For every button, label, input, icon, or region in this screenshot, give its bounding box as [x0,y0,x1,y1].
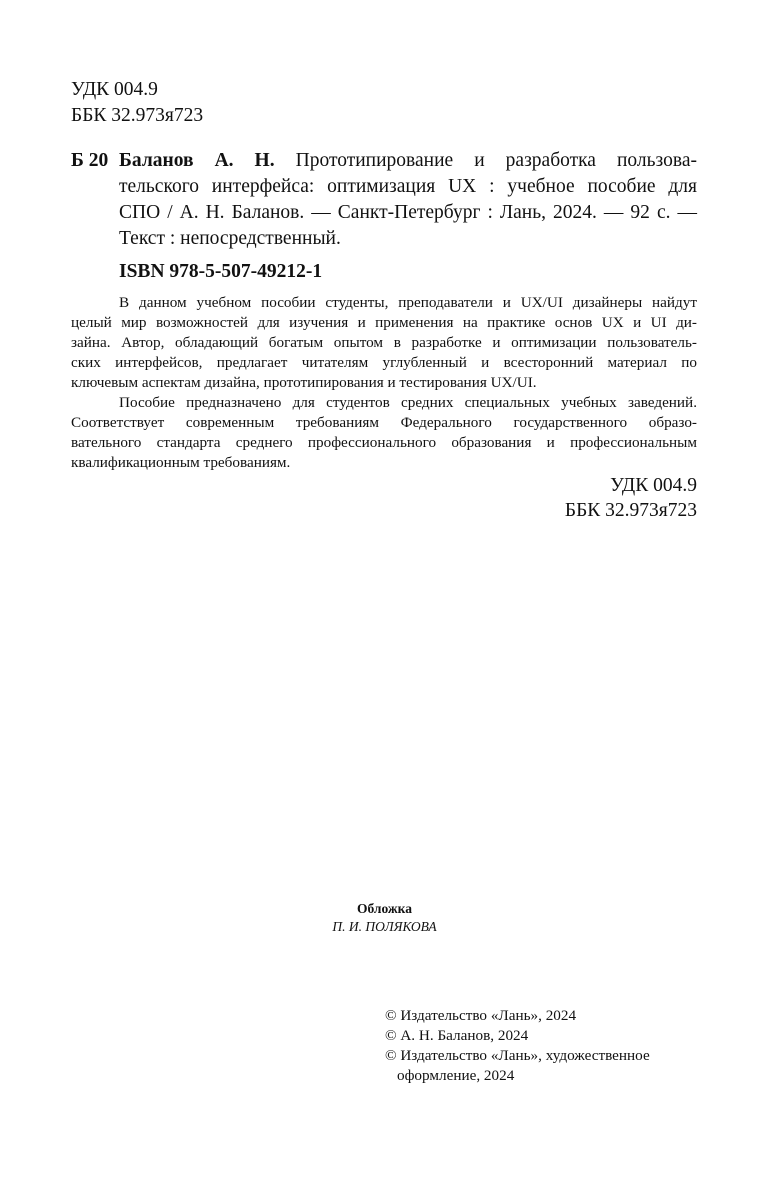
abstract-p1-line-4: ских интерфейсов, предлагает читателям углубленный и всесторонний материал по [71,354,697,371]
abstract-p2-line-2: Соответствует современным требованиям Федерального государственного образо- [71,414,697,431]
entry-line-2: тельского интерфейса: оптимизация UX : учебное пособие для [119,176,697,197]
entry-line-1 [119,148,697,174]
cover-artist: П. И. ПОЛЯКОВА [332,919,437,934]
udk-bottom: УДК 004.9 [610,475,697,496]
cutter-code: Б 20 [71,150,109,171]
abstract-p1-line-3: зайна. Автор, обладающий богатым опытом в разработке и оптимизации пользователь- [71,334,697,351]
copyright-line-2: © А. Н. Баланов, 2024 [385,1027,529,1044]
cover-label: Обложка [356,901,412,916]
abstract-p2-line-4: квалификационным требованиям. [71,454,291,471]
entry-author: Баланов А. Н. [119,150,275,171]
copyright-line-3: © Издательство «Лань», художественное [385,1047,650,1064]
abstract-p2-line-3: вательного стандарта среднего профессионального образования и профессиональным [71,434,697,451]
abstract-p1-line-1: В данном учебном пособии студенты, преподаватели и UX/UI дизайнеры найдут [119,294,697,311]
entry-title-start: Прототипирование и разработка пользова- [295,150,697,171]
copyright-line-4: оформление, 2024 [397,1067,515,1084]
bbk-bottom: ББК 32.973я723 [564,500,697,521]
abstract-p1-line-5: ключевым аспектам дизайна, прототипирования и тестирования UX/UI. [71,374,537,391]
abstract-p1-line-2: целый мир возможностей для изучения и применения на практике основ UX и UI ди- [71,314,697,331]
copyright-line-1: © Издательство «Лань», 2024 [385,1007,577,1024]
isbn: ISBN 978-5-507-49212-1 [119,261,323,282]
entry-line-3: СПО / А. Н. Баланов. — Санкт-Петербург : Лань, 2024. — 92 с. — [119,202,697,223]
bbk-top: ББК 32.973я723 [71,105,204,126]
abstract-p2-line-1: Пособие предназначено для студентов средних специальных учебных заведений. [119,394,697,411]
udk-top: УДК 004.9 [71,79,158,100]
entry-line-4: Текст : непосредственный. [119,228,341,249]
